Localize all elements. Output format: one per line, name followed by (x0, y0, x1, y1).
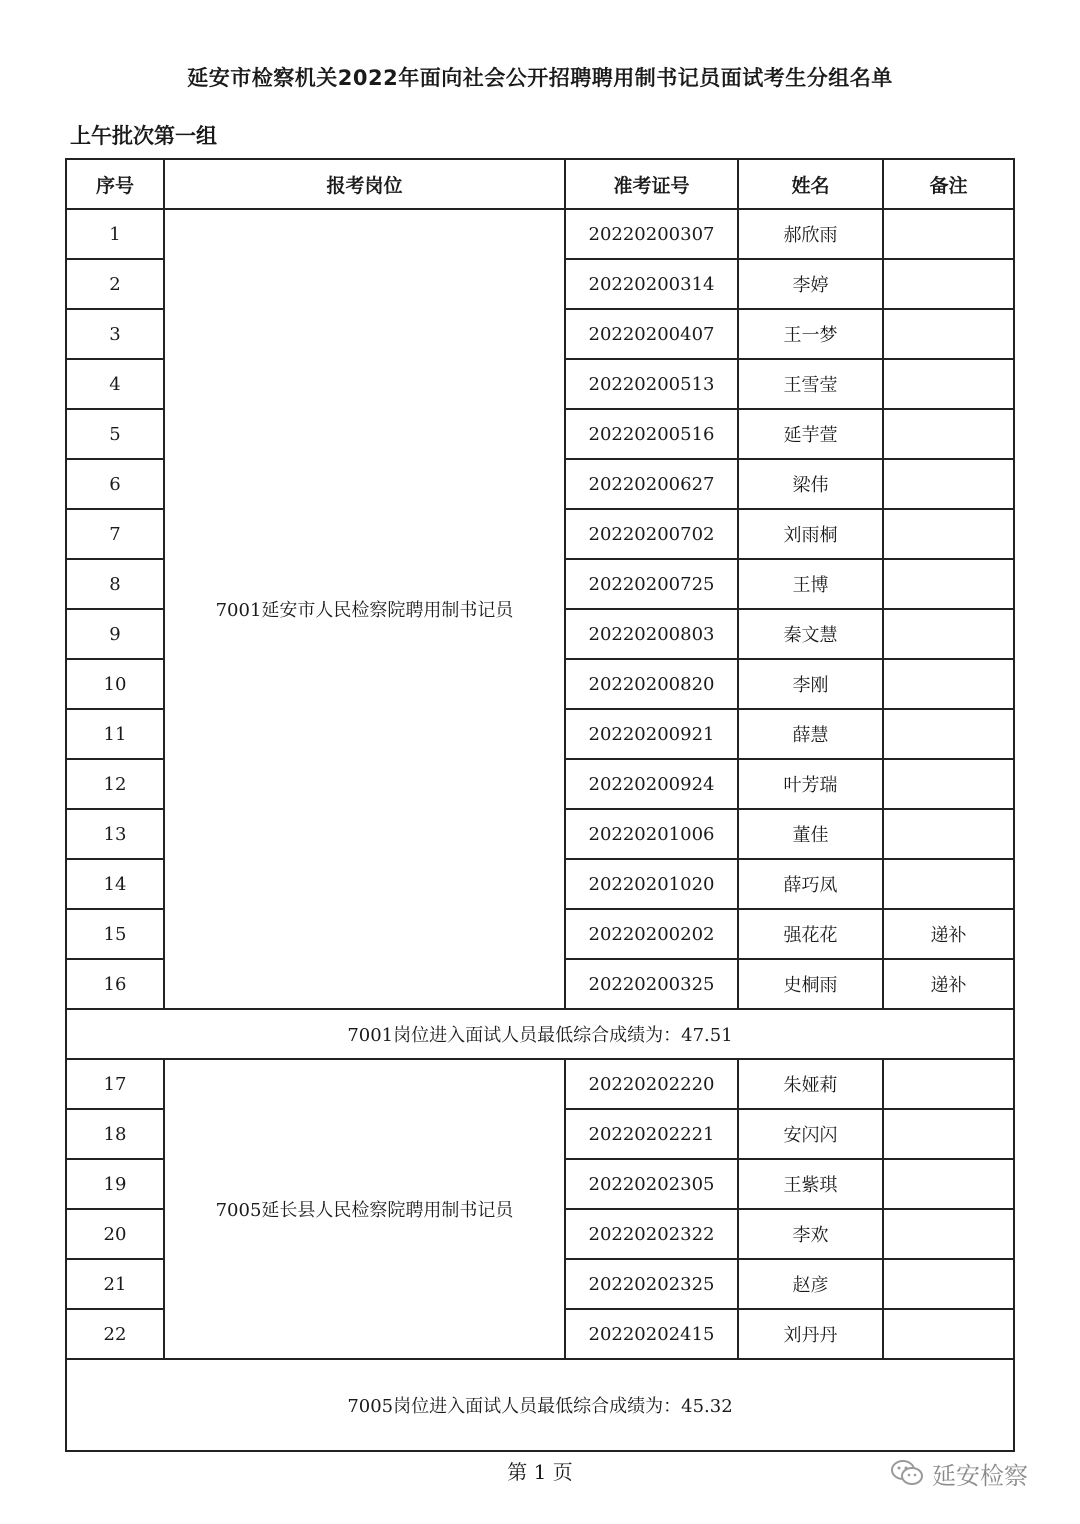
cell-name: 秦文慧 (738, 609, 883, 659)
group-title: 上午批次第一组 (70, 124, 217, 148)
table-header-row (66, 159, 1014, 209)
cell-note (883, 209, 1014, 259)
roster-table (65, 158, 1015, 1452)
cell-name: 延芋萱 (738, 409, 883, 459)
cell-note (883, 1259, 1014, 1309)
cell-exam-id: 20220202220 (565, 1059, 738, 1109)
cell-exam-id: 20220202325 (565, 1259, 738, 1309)
cell-note (883, 1209, 1014, 1259)
cell-note: 递补 (883, 909, 1014, 959)
cell-exam-id: 20220200307 (565, 209, 738, 259)
cell-note: 递补 (883, 959, 1014, 1009)
header-name: 姓名 (738, 159, 883, 209)
cell-name: 朱娅莉 (738, 1059, 883, 1109)
cell-no: 10 (66, 659, 164, 709)
cell-no: 5 (66, 409, 164, 459)
cell-no: 19 (66, 1159, 164, 1209)
cell-name: 赵彦 (738, 1259, 883, 1309)
cell-no: 8 (66, 559, 164, 609)
cell-no: 18 (66, 1109, 164, 1159)
cell-exam-id: 20220202305 (565, 1159, 738, 1209)
cell-name: 强花花 (738, 909, 883, 959)
cell-name: 李欢 (738, 1209, 883, 1259)
summary-row (66, 1359, 1014, 1451)
cell-note (883, 709, 1014, 759)
cell-no: 11 (66, 709, 164, 759)
cell-no: 12 (66, 759, 164, 809)
cell-name: 董佳 (738, 809, 883, 859)
cell-exam-id: 20220200627 (565, 459, 738, 509)
cell-note (883, 409, 1014, 459)
cell-no: 2 (66, 259, 164, 309)
cell-exam-id: 20220200921 (565, 709, 738, 759)
cell-exam-id: 20220200924 (565, 759, 738, 809)
cell-no: 17 (66, 1059, 164, 1109)
cell-exam-id: 20220200516 (565, 409, 738, 459)
cell-note (883, 1309, 1014, 1359)
cell-name: 安闪闪 (738, 1109, 883, 1159)
cell-note (883, 309, 1014, 359)
cell-exam-id: 20220201006 (565, 809, 738, 859)
cell-no: 4 (66, 359, 164, 409)
cell-name: 王一梦 (738, 309, 883, 359)
cell-name: 刘雨桐 (738, 509, 883, 559)
table-row (66, 209, 1014, 259)
cell-exam-id: 20220200325 (565, 959, 738, 1009)
cell-exam-id: 20220200314 (565, 259, 738, 309)
summary-cell: 7005岗位进入面试人员最低综合成绩为：45.32 (66, 1359, 1014, 1451)
cell-exam-id: 20220200820 (565, 659, 738, 709)
cell-name: 薛巧凤 (738, 859, 883, 909)
header-no: 序号 (66, 159, 164, 209)
cell-name: 梁伟 (738, 459, 883, 509)
header-position: 报考岗位 (164, 159, 565, 209)
cell-no: 3 (66, 309, 164, 359)
cell-note (883, 609, 1014, 659)
watermark-text: 延安检察 (932, 1461, 1028, 1490)
cell-note (883, 759, 1014, 809)
cell-note (883, 459, 1014, 509)
cell-exam-id: 20220202221 (565, 1109, 738, 1159)
cell-no: 20 (66, 1209, 164, 1259)
cell-name: 薛慧 (738, 709, 883, 759)
cell-exam-id: 20220200202 (565, 909, 738, 959)
cell-note (883, 359, 1014, 409)
cell-no: 9 (66, 609, 164, 659)
cell-no: 1 (66, 209, 164, 259)
cell-position: 7001延安市人民检察院聘用制书记员 (164, 209, 565, 1009)
cell-no: 16 (66, 959, 164, 1009)
cell-name: 刘丹丹 (738, 1309, 883, 1359)
cell-exam-id: 20220200725 (565, 559, 738, 609)
cell-exam-id: 20220202415 (565, 1309, 738, 1359)
cell-note (883, 809, 1014, 859)
cell-note (883, 1059, 1014, 1109)
cell-name: 王紫琪 (738, 1159, 883, 1209)
cell-name: 叶芳瑞 (738, 759, 883, 809)
cell-note (883, 1159, 1014, 1209)
cell-note (883, 659, 1014, 709)
cell-no: 7 (66, 509, 164, 559)
cell-no: 14 (66, 859, 164, 909)
cell-name: 史桐雨 (738, 959, 883, 1009)
cell-name: 王博 (738, 559, 883, 609)
cell-note (883, 509, 1014, 559)
cell-note (883, 259, 1014, 309)
cell-name: 王雪莹 (738, 359, 883, 409)
cell-no: 6 (66, 459, 164, 509)
cell-note (883, 1109, 1014, 1159)
cell-note (883, 559, 1014, 609)
cell-exam-id: 20220200407 (565, 309, 738, 359)
roster-body (66, 209, 1014, 1451)
table-row (66, 1059, 1014, 1109)
wechat-icon (890, 1458, 924, 1488)
cell-exam-id: 20220200702 (565, 509, 738, 559)
summary-row (66, 1009, 1014, 1059)
cell-no: 13 (66, 809, 164, 859)
watermark (890, 1456, 1028, 1490)
cell-name: 郝欣雨 (738, 209, 883, 259)
cell-exam-id: 20220201020 (565, 859, 738, 909)
header-exam-id: 准考证号 (565, 159, 738, 209)
cell-name: 李婷 (738, 259, 883, 309)
cell-note (883, 859, 1014, 909)
cell-position: 7005延长县人民检察院聘用制书记员 (164, 1059, 565, 1359)
page-number: 第 1 页 (507, 1460, 573, 1484)
cell-no: 21 (66, 1259, 164, 1309)
document-title: 延安市检察机关2022年面向社会公开招聘聘用制书记员面试考生分组名单 (187, 66, 893, 90)
header-note: 备注 (883, 159, 1014, 209)
cell-no: 15 (66, 909, 164, 959)
cell-exam-id: 20220200513 (565, 359, 738, 409)
cell-name: 李刚 (738, 659, 883, 709)
cell-no: 22 (66, 1309, 164, 1359)
cell-exam-id: 20220202322 (565, 1209, 738, 1259)
cell-exam-id: 20220200803 (565, 609, 738, 659)
summary-cell: 7001岗位进入面试人员最低综合成绩为：47.51 (66, 1009, 1014, 1059)
